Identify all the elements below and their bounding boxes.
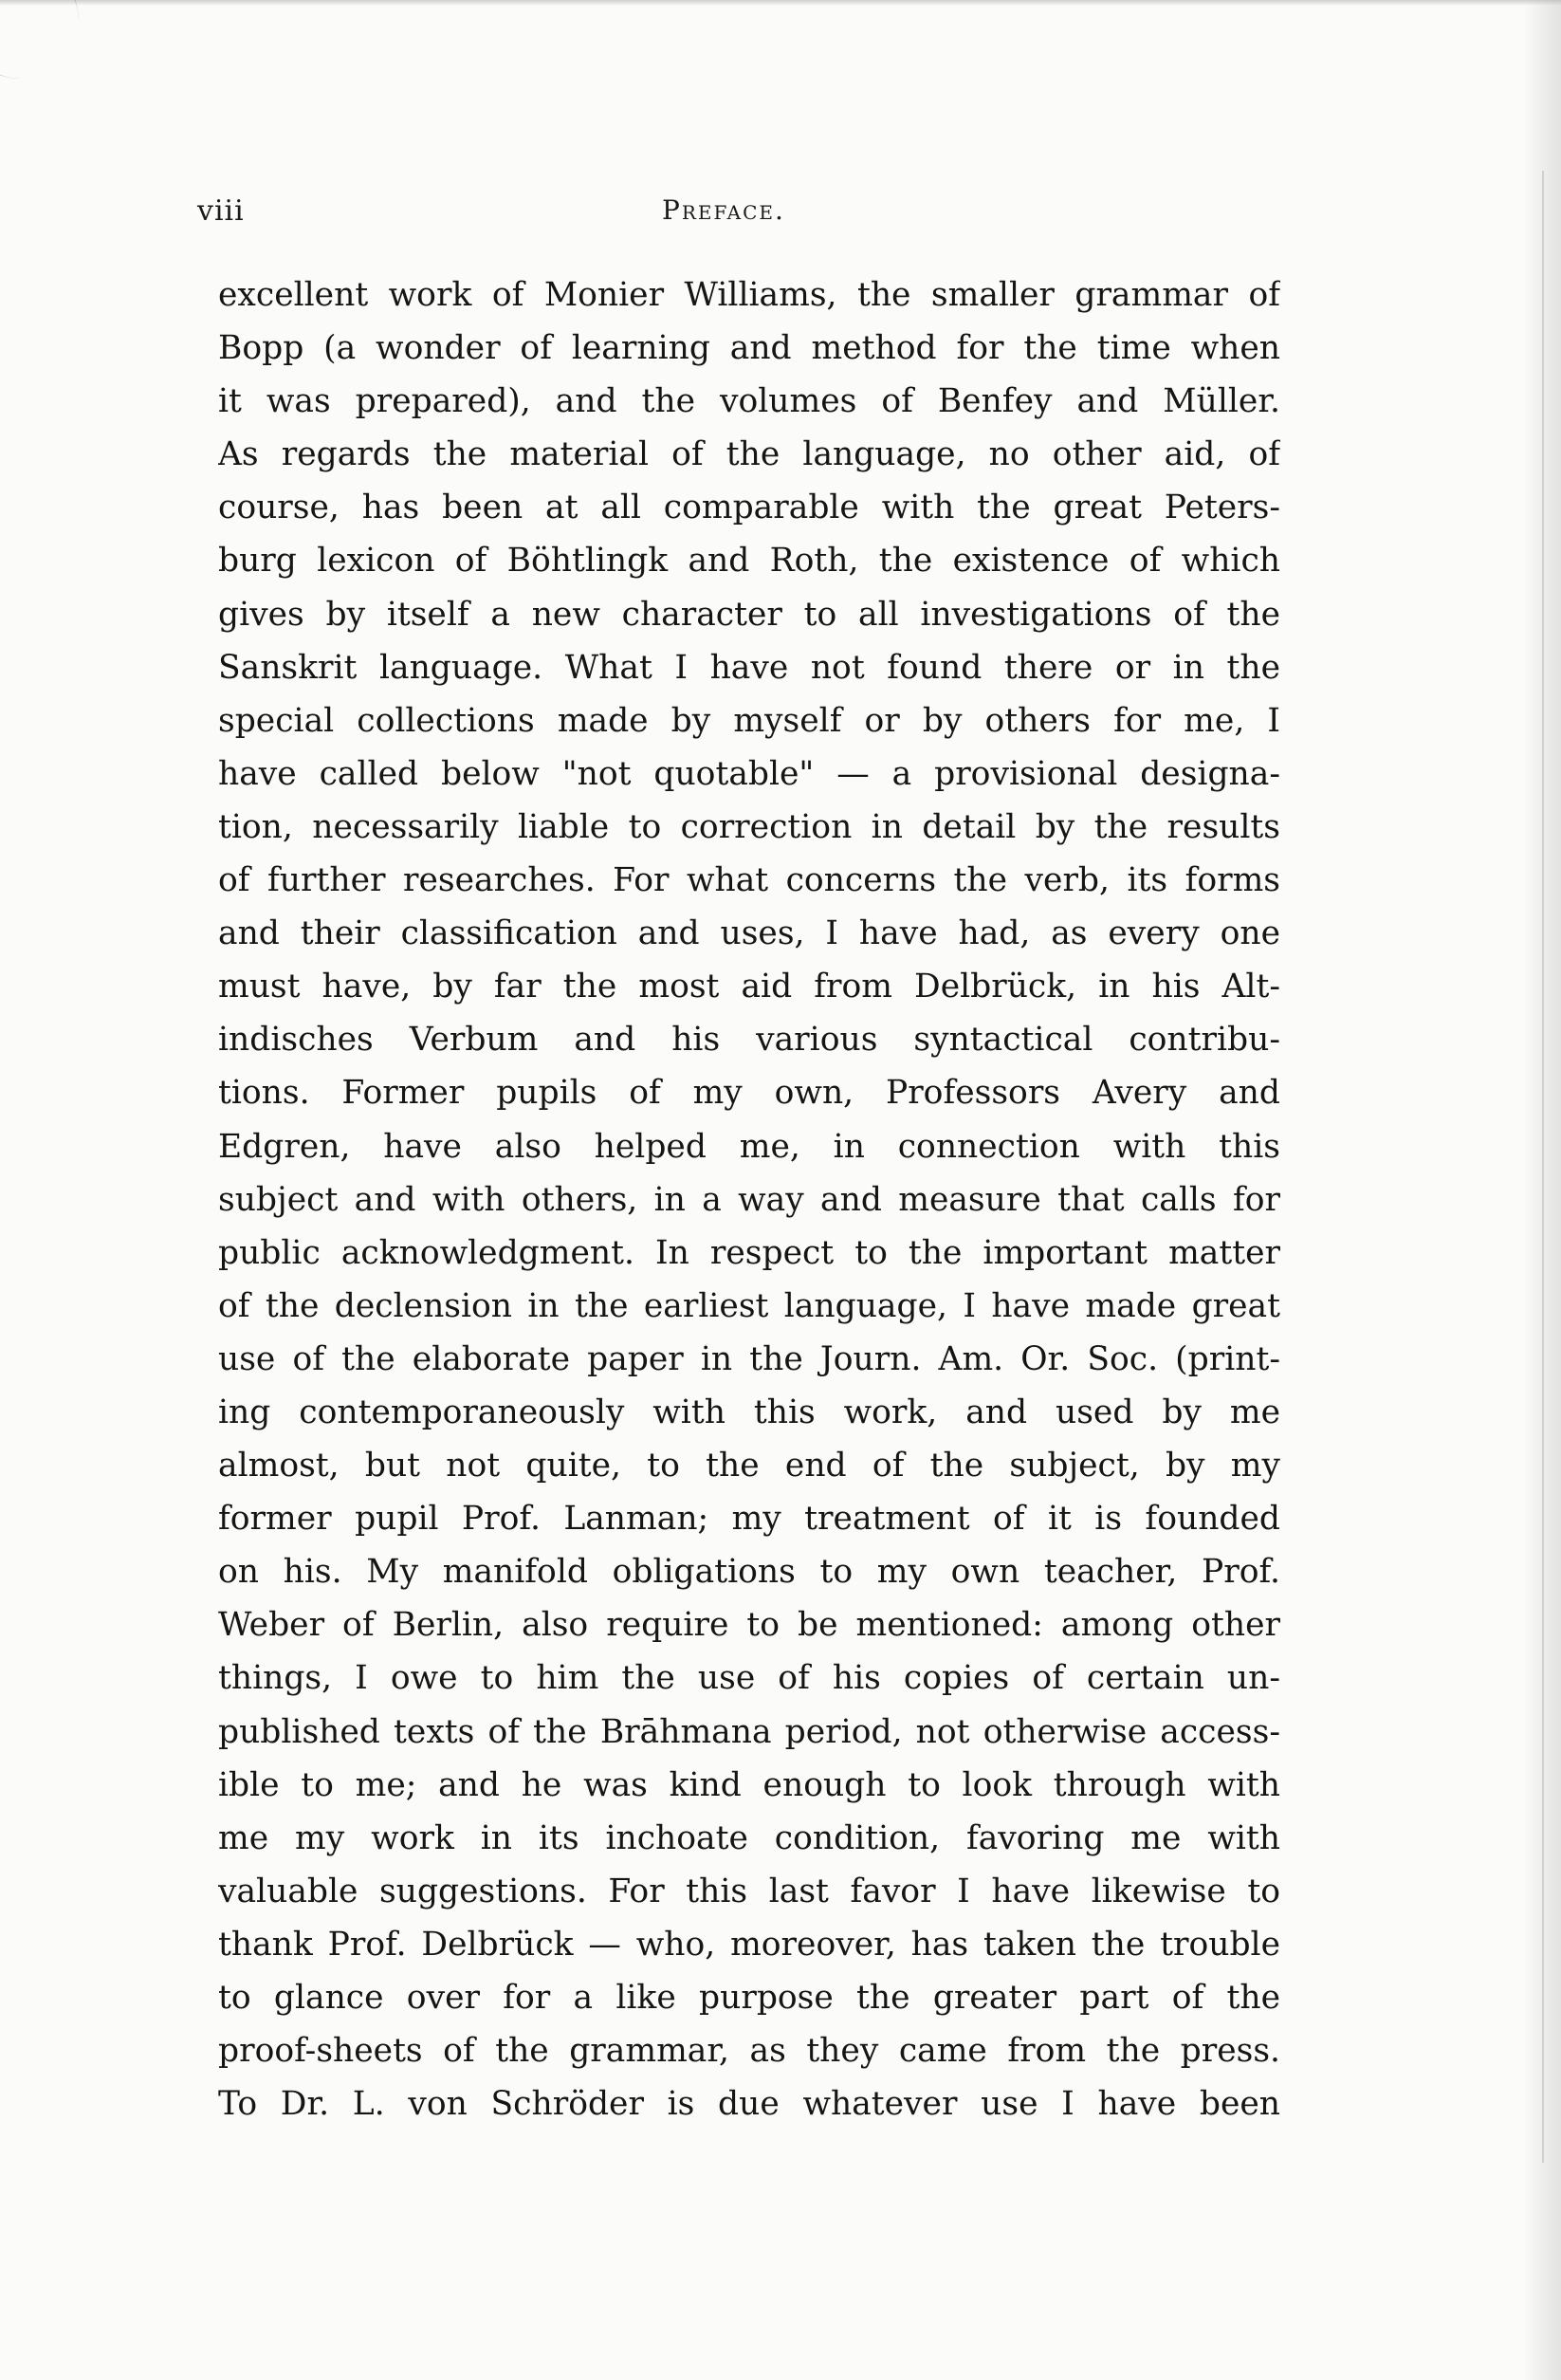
text-line: course, has been at all comparable with the great Peters- bbox=[218, 489, 1280, 527]
text-line: and their classification and uses, I have had, as every one bbox=[218, 914, 1280, 953]
text-line: valuable suggestions. For this last favor I have likewise to bbox=[218, 1872, 1280, 1910]
running-head: Preface. bbox=[662, 194, 785, 226]
text-line: ing contemporaneously with this work, and used by me bbox=[218, 1393, 1280, 1431]
text-line: Edgren, have also helped me, in connection with this bbox=[218, 1127, 1280, 1166]
text-line: tions. Former pupils of my own, Professors Avery and bbox=[218, 1074, 1280, 1113]
text-line: subject and with others, in a way and measure that calls for bbox=[218, 1180, 1280, 1219]
page-header bbox=[197, 194, 1288, 251]
text-line: excellent work of Monier Williams, the smaller grammar of bbox=[218, 276, 1280, 314]
text-line: have called below "not quotable" — a provisional designa- bbox=[218, 754, 1280, 793]
text-line: ible to me; and he was kind enough to look through with bbox=[218, 1765, 1280, 1804]
scan-corner-curl bbox=[0, 0, 79, 79]
scan-top-edge bbox=[0, 0, 1561, 6]
text-line: published texts of the Brāhmana period, not otherwise access- bbox=[218, 1712, 1280, 1751]
text-line: Sanskrit language. What I have not found there or in the bbox=[218, 648, 1280, 687]
text-line: public acknowledgment. In respect to the important matter bbox=[218, 1233, 1280, 1272]
text-line: of the declension in the earliest language, I have made great bbox=[218, 1286, 1280, 1325]
text-line: proof-sheets of the grammar, as they came from the press. bbox=[218, 2032, 1280, 2071]
text-line: to glance over for a like purpose the greater part of the bbox=[218, 1979, 1280, 2017]
text-line: As regards the material of the language, no other aid, of bbox=[218, 435, 1280, 474]
body-text bbox=[218, 268, 1280, 2131]
page-number: viii bbox=[197, 194, 245, 228]
text-line: use of the elaborate paper in the Journ. Am. Or. Soc. (print- bbox=[218, 1339, 1280, 1378]
text-line: thank Prof. Delbrück — who, moreover, has taken the trouble bbox=[218, 1925, 1280, 1964]
text-line: To Dr. L. von Schröder is due whatever use I have been bbox=[218, 2085, 1280, 2124]
text-line: almost, but not quite, to the end of the subject, by my bbox=[218, 1447, 1280, 1485]
text-line: must have, by far the most aid from Delbrück, in his Alt- bbox=[218, 968, 1280, 1006]
text-line: indisches Verbum and his various syntactical contribu- bbox=[218, 1021, 1280, 1060]
scan-binding-shadow bbox=[1542, 171, 1544, 2163]
text-line: things, I owe to him the use of his copies of certain un- bbox=[218, 1659, 1280, 1698]
text-line: gives by itself a new character to all investigations of the bbox=[218, 595, 1280, 634]
text-line: burg lexicon of Böhtlingk and Roth, the existence of which bbox=[218, 542, 1280, 581]
text-line: me my work in its inchoate condition, favoring me with bbox=[218, 1818, 1280, 1857]
text-line: Weber of Berlin, also require to be mentioned: among other bbox=[218, 1606, 1280, 1645]
text-line: former pupil Prof. Lanman; my treatment of it is founded bbox=[218, 1500, 1280, 1539]
text-line: of further researches. For what concerns the verb, its forms bbox=[218, 861, 1280, 900]
text-line: special collections made by myself or by others for me, I bbox=[218, 701, 1280, 740]
text-line: on his. My manifold obligations to my own teacher, Prof. bbox=[218, 1553, 1280, 1592]
text-line: Bopp (a wonder of learning and method for the time when bbox=[218, 329, 1280, 368]
text-line: it was prepared), and the volumes of Benfey and Müller. bbox=[218, 382, 1280, 421]
text-line: tion, necessarily liable to correction in detail by the results bbox=[218, 807, 1280, 846]
